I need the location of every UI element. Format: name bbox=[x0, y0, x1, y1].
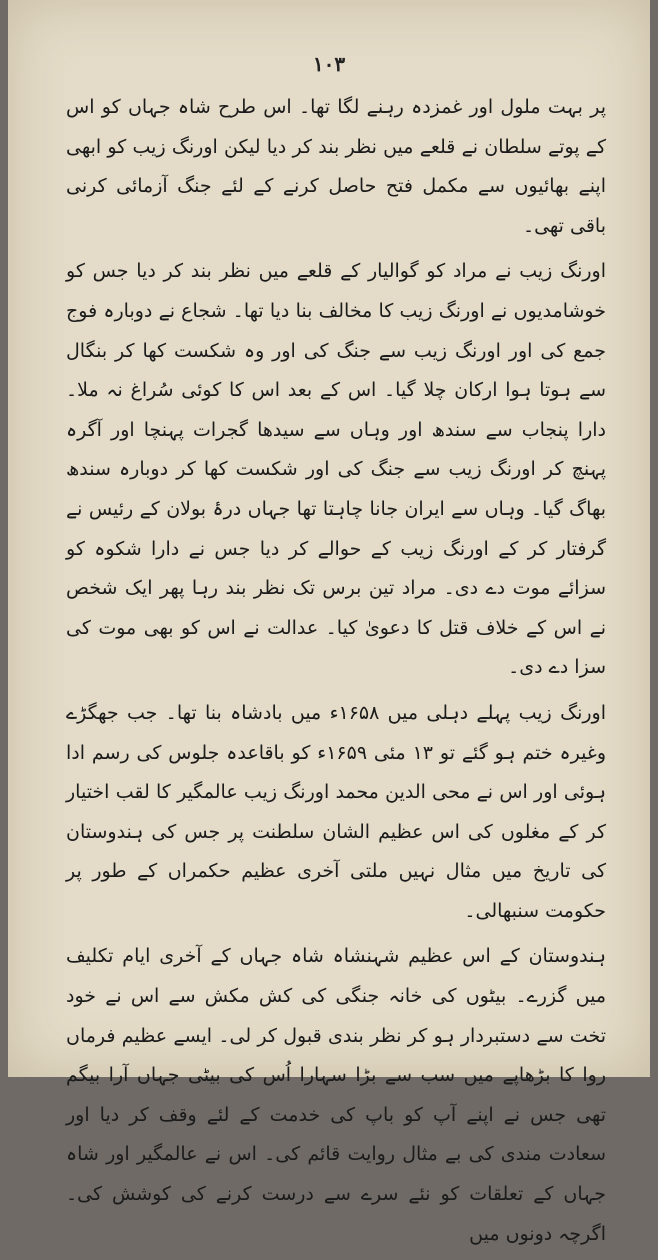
book-page bbox=[8, 0, 650, 1245]
paragraph-3: اورنگ زیب پہلے دہلی میں ۱۶۵۸ء میں بادشاہ بنا تھا۔ جب جھگڑے وغیرہ ختم ہو گئے تو ۱۳ مئی ۱۶۵۹ء کو باقاعدہ جلوس کی رسم ادا ہوئی اور اس نے محی الدین محمد اورنگ زیب عالمگیر کا لقب اختیار کر کے مغلوں کی اس عظیم الشان سلطنت پر جس کی ہندوستان کی تاریخ میں مثال نہیں ملتی آخری عظیم حکمراں کے طور پر حکومت سنبھالی۔ bbox=[66, 701, 607, 922]
paragraph-1: پر بہت ملول اور غمزدہ رہنے لگا تھا۔ اس طرح شاہ جہاں کو اس کے پوتے سلطان نے قلعے میں نظر بند کر دیا لیکن اورنگ زیب کو ابھی اپنے بھائیوں سے مکمل فتح حاصل کرنے کے لئے جنگ آزمائی کرنی باقی تھی۔ bbox=[66, 96, 606, 237]
paragraph-4: ہندوستان کے اس عظیم شہنشاہ شاہ جہاں کے آخری ایام تکلیف میں گزرے۔ بیٹوں کی خانہ جنگی کی کش مکش سے اس نے خود تخت سے دستبردار ہو کر نظر بندی قبول کر لی۔ ایسے عظیم فرماں روا کا بڑھاپے میں سب سے بڑا سہارا اُس کی بیٹی جہاں آرا بیگم تھی جس نے اپنے آپ کو باپ کی خدمت کے لئے وقف کر دیا اور سعادت مندی کی بے مثال روایت قائم کی۔ اس نے عالمگیر اور شاہ جہاں کے تعلقات کو نئے سرے سے درست کرنے کی کوشش کی۔ اگرچہ دونوں میں bbox=[66, 945, 606, 1245]
page-number: ١٠٣ bbox=[312, 52, 346, 76]
page-body bbox=[66, 88, 606, 1260]
paragraph-2: اورنگ زیب نے مراد کو گوالیار کے قلعے میں نظر بند کر دیا جس کو خوشامدیوں نے اورنگ زیب کا مخالف بنا دیا تھا۔ شجاع نے دوبارہ فوج جمع کی اور اورنگ زیب سے جنگ کی اور وہ شکست کھا کر بنگال سے ہوتا ہوا ارکان چلا گیا۔ اس کے بعد اس کا کوئی سُراغ نہ ملا۔ دارا پنجاب سے سندھ اور وہاں سے سیدھا گجرات پہنچا اور آگرہ پہنچ کر اورنگ زیب سے جنگ کی اور شکست کھا کر دوبارہ سندھ بھاگ گیا۔ وہاں سے ایران جانا چاہتا تھا جہاں درۂ بولان کے رئیس نے گرفتار کر کے اورنگ زیب کے حوالے کر دیا جس نے دارا شکوہ کو سزائے موت دے دی۔ مراد تین برس تک نظر بند رہا پھر ایک شخص نے اس کے خلاف قتل کا دعویٰ کیا۔ عدالت نے اس کو بھی موت کی سزا دے دی۔ bbox=[66, 260, 606, 679]
